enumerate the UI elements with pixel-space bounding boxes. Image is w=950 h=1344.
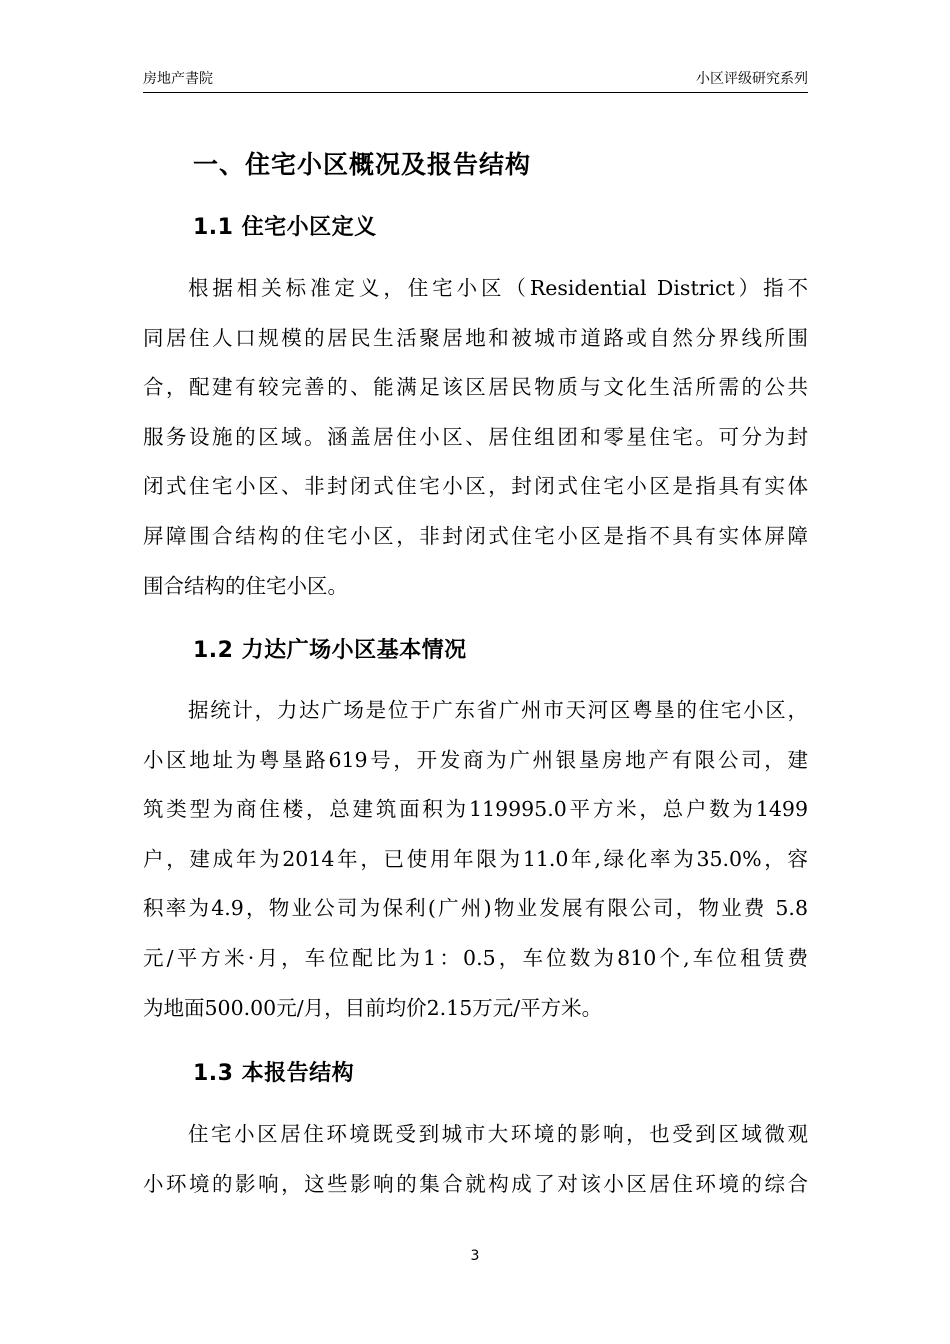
- page-header: [143, 66, 808, 93]
- paragraph-line: 为地面500.00元/月，目前均价2.15万元/平方米。: [143, 995, 603, 1020]
- section-heading-1-1: 1.1 住宅小区定义: [193, 215, 377, 240]
- paragraph-line: 小区地址为粤垦路619号，开发商为广州银垦房地产有限公司，建: [143, 747, 808, 772]
- paragraph-line: 住宅小区居住环境既受到城市大环境的影响，也受到区域微观: [188, 1122, 808, 1146]
- section-heading-1-2: 1.2 力达广场小区基本情况: [193, 638, 467, 663]
- paragraph-line: 围合结构的住宅小区。: [143, 573, 348, 598]
- section-body-1-2: [143, 686, 808, 1033]
- paragraph-line: 积率为4.9，物业公司为保利(广州)物业发展有限公司，物业费 5.8: [143, 896, 808, 921]
- paragraph-line: 户，建成年为2014年，已使用年限为11.0年,绿化率为35.0%，容: [143, 846, 808, 871]
- chapter-heading: 一、住宅小区概况及报告结构: [193, 150, 532, 179]
- paragraph-line: 合，配建有较完善的、能满足该区居民物质与文化生活所需的公共: [143, 375, 808, 400]
- paragraph-line: 闭式住宅小区、非封闭式住宅小区，封闭式住宅小区是指具有实体: [143, 474, 808, 499]
- paragraph-line: 屏障围合结构的住宅小区，非封闭式住宅小区是指不具有实体屏障: [143, 523, 808, 548]
- section-body-1-1: [143, 264, 808, 611]
- paragraph-line: 同居住人口规模的居民生活聚居地和被城市道路或自然分界线所围: [143, 325, 808, 350]
- paragraph-line: 小环境的影响，这些影响的集合就构成了对该小区居住环境的综合: [143, 1171, 808, 1196]
- section-body-1-3: [143, 1110, 808, 1209]
- header-left-title: 房地产書院: [143, 71, 213, 87]
- paragraph-line: 元/平方米·月，车位配比为1：0.5，车位数为810个,车位租赁费: [143, 945, 808, 970]
- page-number: 3: [470, 1248, 480, 1264]
- paragraph-line: 筑类型为商住楼，总建筑面积为119995.0平方米，总户数为1499: [143, 797, 808, 822]
- header-right-title: 小区评级研究系列: [696, 71, 808, 87]
- section-heading-1-3: 1.3 本报告结构: [193, 1061, 355, 1086]
- paragraph-line: 根据相关标准定义，住宅小区（Residential District）指不: [188, 276, 808, 300]
- paragraph-line: 据统计，力达广场是位于广东省广州市天河区粤垦的住宅小区，: [188, 698, 808, 722]
- paragraph-line: 服务设施的区域。涵盖居住小区、居住组团和零星住宅。可分为封: [143, 424, 808, 449]
